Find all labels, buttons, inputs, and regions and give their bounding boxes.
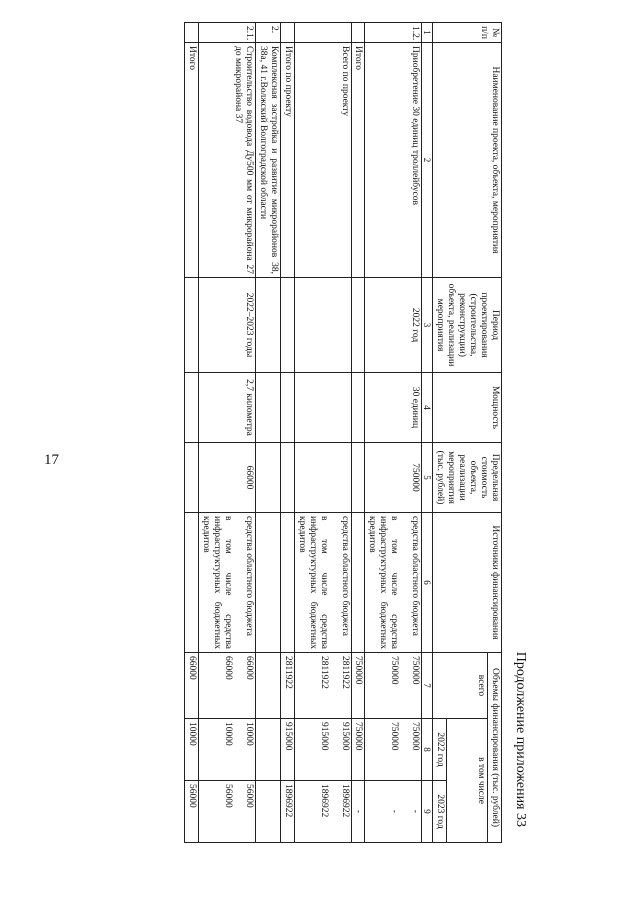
row-capacity: 30 единиц — [365, 373, 422, 443]
project-subtotal-label: Итого по проекту — [280, 43, 294, 278]
source-infrastructure-credits: в том числе средства инфраструктурных бюджетных кредитов — [201, 516, 234, 649]
value-2023: - — [389, 809, 400, 814]
header-volumes: Объемы финансирования (тыс. рублей) — [488, 653, 502, 843]
header-capacity: Мощность — [433, 373, 502, 443]
project-subtotal-2022: 915000 — [280, 719, 294, 781]
project-subtotal-2023: 1896922 — [280, 781, 294, 843]
row-sources — [365, 513, 422, 653]
col-number: 2 — [422, 43, 433, 278]
header-row-1 — [488, 23, 502, 843]
col-number: 5 — [422, 443, 433, 513]
row-sources — [199, 513, 256, 653]
row-name: Комплексная застройка и развитие микрорайонов 38, 38а, 41 г.Волжский Волгоградской области — [256, 43, 281, 278]
row-sources — [294, 513, 351, 653]
row-name: Строительство водовода Ду500 мм от микрорайона 27 до микрорайона 37 — [199, 43, 256, 278]
row-total — [294, 653, 351, 719]
section-row — [256, 23, 281, 843]
source-infrastructure-credits: в том числе средства инфраструктурных бюджетных кредитов — [296, 516, 329, 649]
financing-table — [184, 22, 502, 843]
value-2022: 915000 — [318, 722, 329, 751]
subtotal-2023: - — [351, 781, 365, 843]
header-name: Наименование проекта, объекта, мероприятия — [433, 43, 502, 278]
value-2022: 750000 — [389, 722, 400, 751]
subtotal-total: 66000 — [185, 653, 199, 719]
value-total: 750000 — [389, 656, 400, 685]
value-2023: 56000 — [244, 784, 255, 808]
header-incl: в том числе — [447, 719, 488, 843]
row-number: 1.2. — [365, 23, 422, 43]
source-regional-budget: средства областного бюджета — [244, 516, 255, 636]
value-total: 66000 — [244, 656, 255, 680]
column-number-row — [422, 23, 433, 843]
source-infrastructure-credits: в том числе средства инфраструктурных бюджетных кредитов — [367, 516, 400, 649]
source-regional-budget: средства областного бюджета — [339, 516, 350, 636]
value-2023: 56000 — [223, 784, 234, 808]
value-2022: 750000 — [410, 722, 421, 751]
source-regional-budget: средства областного бюджета — [410, 516, 421, 636]
row-cost: 750000 — [365, 443, 422, 513]
row-2022 — [199, 719, 256, 781]
col-number: 3 — [422, 278, 433, 373]
header-period: Период проектирования (строительства, реконструкции) объекта, реализации мероприятия — [433, 278, 502, 373]
row-2023 — [294, 781, 351, 843]
value-total: 2811922 — [339, 656, 350, 689]
header-sources: Источники финансирования — [433, 513, 502, 653]
value-total: 750000 — [410, 656, 421, 685]
project-total-label: Всего по проекту — [294, 43, 351, 278]
col-number: 4 — [422, 373, 433, 443]
row-capacity: 2,7 километра — [199, 373, 256, 443]
row-2022 — [294, 719, 351, 781]
subtotal-row — [351, 23, 365, 843]
value-2023: 1896922 — [318, 784, 329, 818]
row-2023 — [365, 781, 422, 843]
table-row — [199, 23, 256, 843]
project-total-row — [294, 23, 351, 843]
subtotal-total: 750000 — [351, 653, 365, 719]
subtotal-label: Итого — [185, 43, 199, 278]
subtotal-row — [185, 23, 199, 843]
subtotal-label: Итого — [351, 43, 365, 278]
col-number: 9 — [422, 781, 433, 843]
header-2023: 2023 год — [433, 781, 447, 843]
row-cost: 66000 — [199, 443, 256, 513]
header-num: № п/п — [433, 23, 502, 43]
value-2022: 915000 — [339, 722, 350, 751]
value-2023: - — [410, 809, 421, 814]
value-total: 66000 — [223, 656, 234, 680]
subtotal-2023: 56000 — [185, 781, 199, 843]
row-total — [199, 653, 256, 719]
project-subtotal-total: 2811922 — [280, 653, 294, 719]
value-total: 2811922 — [318, 656, 329, 689]
table-row — [365, 23, 422, 843]
header-2022: 2022 год — [433, 719, 447, 781]
value-2022: 10000 — [244, 722, 255, 746]
subtotal-2022: 10000 — [185, 719, 199, 781]
row-name: Приобретение 30 единиц троллейбусов — [365, 43, 422, 278]
value-2023: 1896922 — [339, 784, 350, 818]
row-2022 — [365, 719, 422, 781]
header-max-cost: Предельная стоимость объекта, реализации мероприятия (тыс. рублей) — [433, 443, 502, 513]
appendix-caption: Продолжение приложения 33 — [513, 651, 528, 827]
row-period: 2022–2023 годы — [199, 278, 256, 373]
row-2023 — [199, 781, 256, 843]
row-number: 2. — [256, 23, 281, 43]
row-number: 2.1. — [199, 23, 256, 43]
project-subtotal-row — [280, 23, 294, 843]
subtotal-2022: 750000 — [351, 719, 365, 781]
col-number: 8 — [422, 719, 433, 781]
col-number: 6 — [422, 513, 433, 653]
value-2022: 10000 — [223, 722, 234, 746]
row-period: 2022 год — [365, 278, 422, 373]
header-total: всего — [433, 653, 488, 719]
col-number: 7 — [422, 653, 433, 719]
col-number: 1 — [422, 23, 433, 43]
page-number: 17 — [44, 452, 59, 468]
row-total — [365, 653, 422, 719]
